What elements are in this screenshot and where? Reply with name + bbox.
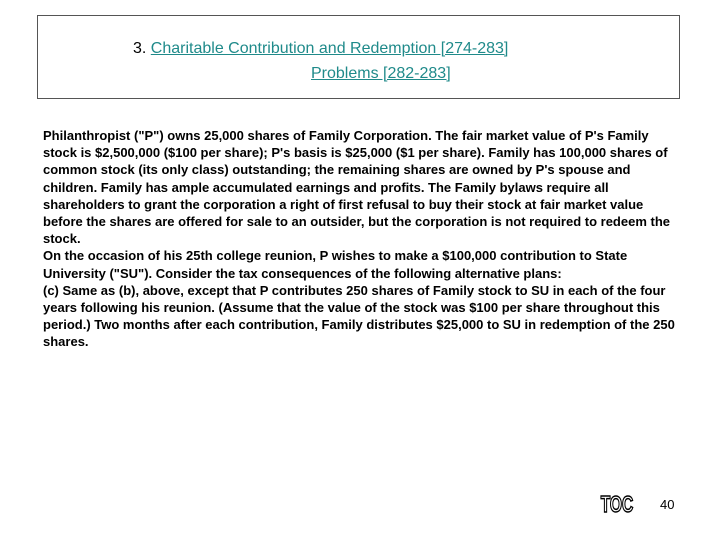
toc-button[interactable] (600, 488, 634, 520)
section-number: 3. (133, 40, 147, 57)
problems-link[interactable]: Problems [282-283] (311, 65, 451, 82)
title-line (133, 40, 508, 58)
paragraph-facts: Philanthropist ("P") owns 25,000 shares of Family Corporation. The fair market value of P's Family stock is $2,500,000 ($100 per share); P's basis is $25,000 ($1 per share). Family has 100,000 shares of common stock (its only class) outstanding; the remaining shares are owned by P's spouse and children. Family has ample accumulated earnings and profits. The Family bylaws require all shareholders to grant the corporation a right of first refusal to buy their stock at fair market value before the shares are offered for sale to an outsider, but the corporation is not required to redeem the stock. (43, 128, 671, 247)
paragraph-part-c: (c) Same as (b), above, except that P contributes 250 shares of Family stock to SU in each of the four years following his reunion. (Assume that the value of the stock was $100 per share throughout this period.) Two months after each contribution, Family distributes $25,000 to SU in redemption of the 250 shares. (43, 282, 675, 350)
paragraph-question: On the occasion of his 25th college reunion, P wishes to make a $100,000 contribution to State University ("SU"). Consider the tax consequences of the following alternative plans: (43, 248, 628, 281)
toc-label: TOC (600, 492, 634, 519)
title-box (37, 15, 680, 99)
page-number: 40 (660, 497, 675, 512)
problem-text (43, 127, 679, 351)
subtitle-line (311, 65, 451, 83)
section-title-link[interactable]: Charitable Contribution and Redemption [274-283] (150, 40, 509, 57)
